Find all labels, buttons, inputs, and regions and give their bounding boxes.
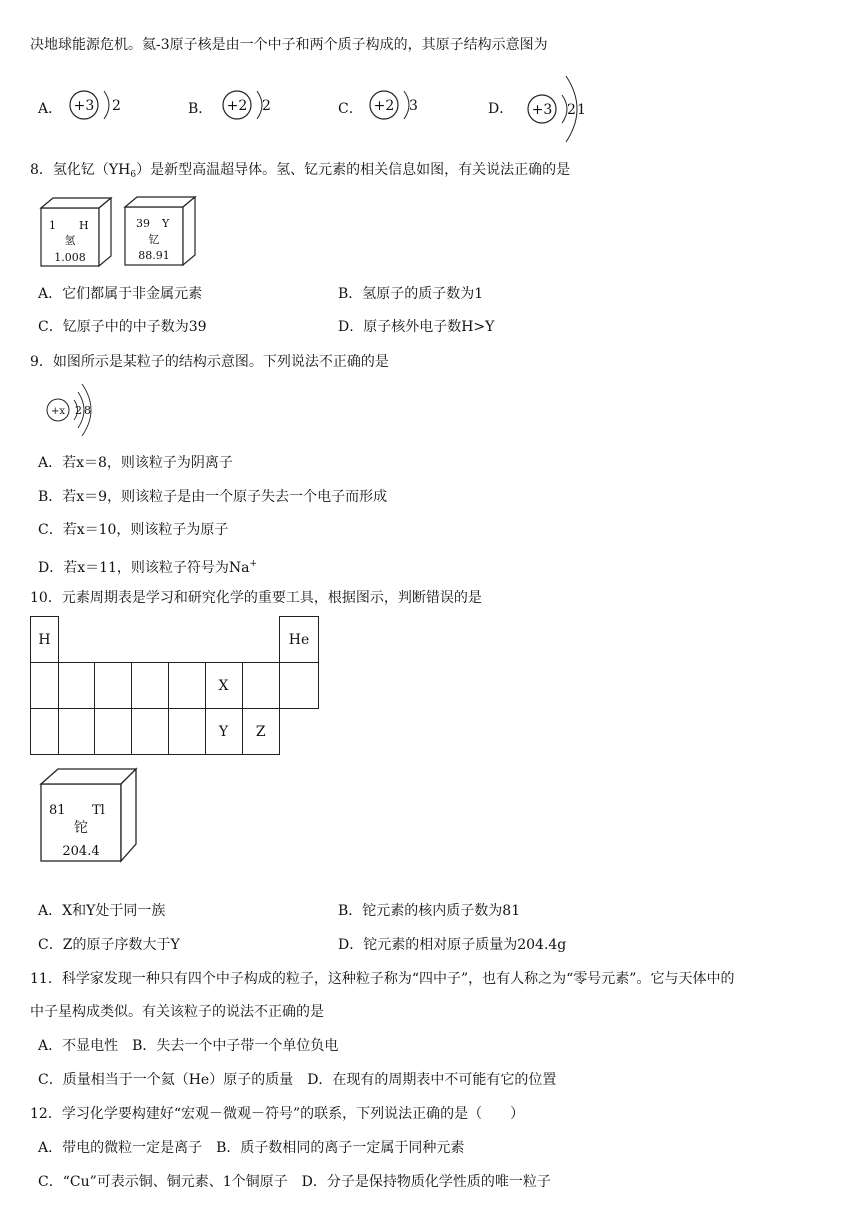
- table-cell: [280, 663, 319, 709]
- q8-option-a: A．它们都属于非金属元素: [38, 286, 203, 302]
- svg-text:1: 1: [577, 102, 586, 118]
- q9-option-a: A．若x＝8，则该粒子为阴离子: [38, 455, 233, 471]
- q8-option-d: D．原子核外电子数H>Y: [338, 319, 495, 335]
- svg-text:氢: 氢: [64, 234, 76, 247]
- q11-stem-line1: 11．科学家发现一种只有四个中子构成的粒子，这种粒子称为“四中子”，也有人称之为“零号元素”。它与天体中的: [30, 971, 735, 987]
- q9-stem: 9．如图所示是某粒子的结构示意图。下列说法不正确的是: [30, 354, 389, 370]
- svg-text:81: 81: [49, 803, 66, 818]
- q12-stem: 12．学习化学要构建好“宏观－微观－符号”的联系，下列说法正确的是（ ）: [30, 1106, 525, 1122]
- atom-diagram-c: [368, 84, 438, 134]
- table-cell-he: He: [280, 617, 319, 663]
- q8-stem: 8．氢化钇$(YH_6)$是新型高温超导体。氢、钇元素的相关信息如图，有关说法正确的是: [30, 162, 571, 180]
- svg-text:+3: +3: [73, 98, 95, 114]
- particle-diagram: [44, 382, 104, 440]
- element-card-hydrogen: [40, 197, 116, 269]
- q8-option-c: C．钇原子中的中子数为39: [38, 319, 207, 335]
- periodic-table-fragment: [30, 616, 319, 755]
- svg-text:钇: 钇: [148, 233, 160, 246]
- element-card-yttrium: [124, 196, 200, 268]
- q11-options-line2: C．质量相当于一个氦（He）原子的质量 D．在现有的周期表中不可能有它的位置: [38, 1072, 557, 1088]
- table-cell-x: X: [205, 663, 242, 709]
- svg-text:+3: +3: [531, 102, 553, 118]
- q10-option-c: C．Z的原子序数大于Y: [38, 937, 180, 953]
- svg-text:39: 39: [136, 217, 150, 230]
- q7-option-a-label: A．: [38, 101, 63, 117]
- svg-text:2: 2: [567, 102, 576, 118]
- svg-text:Tl: Tl: [92, 803, 105, 818]
- table-cell-y: Y: [205, 709, 242, 755]
- q7-option-c-label: C．: [338, 101, 363, 117]
- svg-text:2: 2: [112, 98, 121, 114]
- svg-text:1.008: 1.008: [54, 251, 86, 264]
- svg-text:+x: +x: [50, 406, 66, 417]
- q10-option-d: D．铊元素的相对原子质量为204.4g: [338, 937, 567, 953]
- svg-text:2: 2: [262, 98, 271, 114]
- svg-text:2: 2: [75, 404, 82, 417]
- table-cell: [59, 663, 95, 709]
- q8-option-b: B．氢原子的质子数为1: [338, 286, 484, 302]
- table-cell: [168, 709, 205, 755]
- q10-option-b: B．铊元素的核内质子数为81: [338, 903, 521, 919]
- table-cell: [94, 663, 131, 709]
- svg-text:8: 8: [84, 404, 91, 417]
- q12-options-line1: A．带电的微粒一定是离子 B．质子数相同的离子一定属于同种元素: [38, 1140, 465, 1156]
- q9-option-d: D．若x＝11，则该粒子符号为Na+: [38, 559, 258, 576]
- q9-option-b: B．若x＝9，则该粒子是由一个原子失去一个电子而形成: [38, 489, 388, 505]
- svg-text:1: 1: [49, 219, 56, 232]
- q7-option-b-label: B．: [188, 101, 213, 117]
- svg-text:+2: +2: [373, 98, 395, 114]
- table-cell-h: H: [31, 617, 59, 663]
- element-card-thallium: [40, 768, 140, 864]
- q10-option-a: A．X和Y处于同一族: [38, 903, 166, 919]
- svg-text:3: 3: [409, 98, 418, 114]
- svg-text:Y: Y: [162, 217, 170, 230]
- intro-line: 决地球能源危机。氦-3原子核是由一个中子和两个质子构成的，其原子结构示意图为: [30, 37, 548, 53]
- svg-text:H: H: [79, 219, 89, 232]
- svg-text:88.91: 88.91: [138, 249, 170, 262]
- table-cell: [242, 663, 280, 709]
- svg-text:+2: +2: [226, 98, 248, 114]
- atom-diagram-d: [526, 72, 606, 147]
- atom-diagram-a: [68, 84, 138, 134]
- table-cell: [131, 663, 168, 709]
- table-cell: [168, 663, 205, 709]
- q7-option-d-label: D．: [488, 101, 514, 117]
- table-cell: [94, 709, 131, 755]
- svg-text:204.4: 204.4: [62, 844, 100, 859]
- atom-diagram-b: [221, 84, 291, 134]
- table-cell: [131, 709, 168, 755]
- table-cell: [31, 709, 59, 755]
- q9-option-c: C．若x＝10，则该粒子为原子: [38, 522, 229, 538]
- q12-options-line2: C．“Cu”可表示铜、铜元素、1个铜原子 D．分子是保持物质化学性质的唯一粒子: [38, 1174, 551, 1190]
- q11-stem-line2: 中子星构成类似。有关该粒子的说法不正确的是: [30, 1004, 324, 1020]
- table-cell: [31, 663, 59, 709]
- q10-stem: 10．元素周期表是学习和研究化学的重要工具，根据图示，判断错误的是: [30, 590, 482, 606]
- table-cell-z: Z: [242, 709, 280, 755]
- svg-text:铊: 铊: [74, 820, 88, 836]
- table-cell: [59, 709, 95, 755]
- q11-options-line1: A．不显电性 B．失去一个中子带一个单位负电: [38, 1038, 339, 1054]
